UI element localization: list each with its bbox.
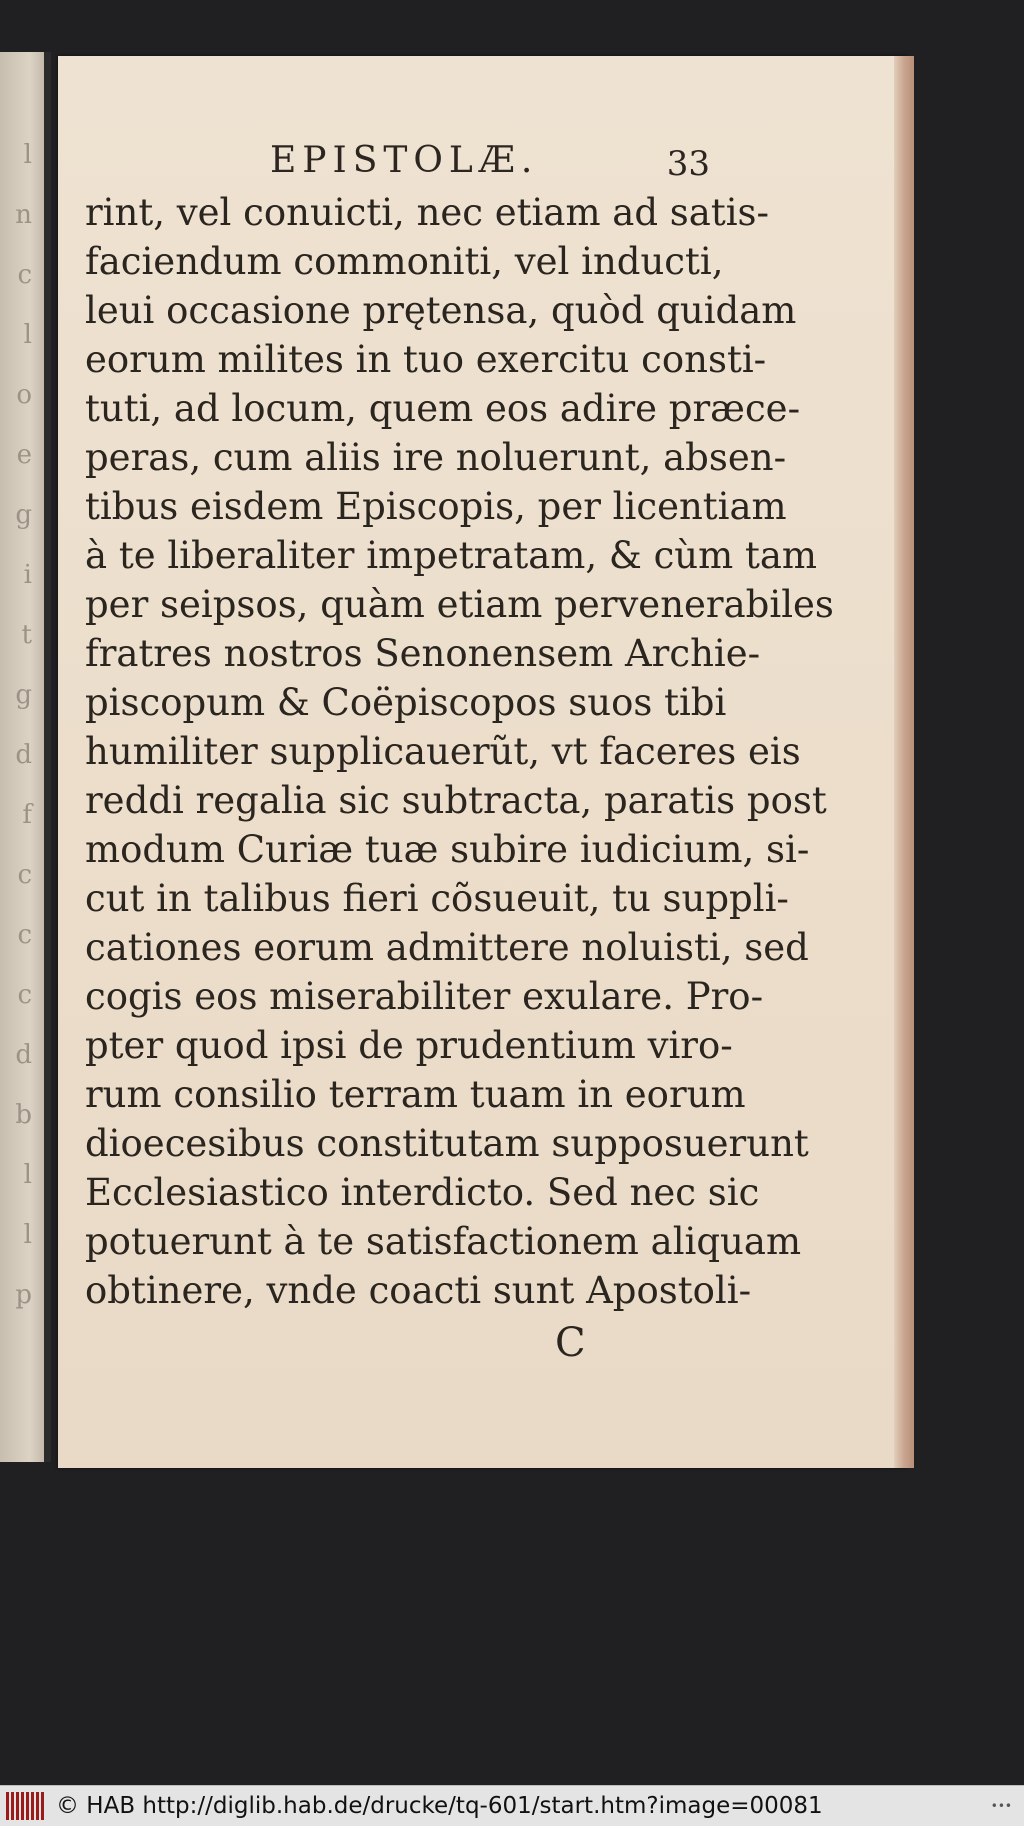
text-line: dioecesibus constitutam supposuerunt <box>85 1122 809 1165</box>
text-line: tibus eisdem Episcopis, per licentiam <box>85 485 787 528</box>
text-line: potuerunt à te satisfactionem aliquam <box>85 1220 802 1263</box>
text-line: cut in talibus fieri cõsueuit, tu suppli- <box>85 877 789 920</box>
text-line: obtinere, vnde coacti sunt Apostoli- <box>85 1269 752 1312</box>
text-line: reddi regalia sic subtracta, paratis post <box>85 779 827 822</box>
text-line: faciendum commoniti, vel inducti, <box>85 240 724 283</box>
hab-logo-icon <box>6 1792 44 1820</box>
text-line: Ecclesiastico interdicto. Sed nec sic <box>85 1171 760 1214</box>
text-line: cogis eos miserabiliter exulare. Pro- <box>85 975 764 1018</box>
signature-mark: C <box>555 1320 586 1366</box>
body-text <box>85 188 834 1315</box>
text-line: per seipsos, quàm etiam pervenerabiles <box>85 583 834 626</box>
text-line: tuti, ad locum, quem eos adire præce- <box>85 387 801 430</box>
page-number: 33 <box>666 144 710 184</box>
text-line: pter quod ipsi de prudentium viro- <box>85 1024 733 1067</box>
facing-page-bleed-through: l n c l o e g i t g d f c c c d b l l p <box>15 140 32 1310</box>
text-line: piscopum & Coëpiscopos suos tibi <box>85 681 727 724</box>
text-line: rint, vel conuicti, nec etiam ad satis- <box>85 191 770 234</box>
running-header <box>230 140 710 188</box>
text-line: cationes eorum admittere noluisti, sed <box>85 926 809 969</box>
text-line: peras, cum aliis ire noluerunt, absen- <box>85 436 787 479</box>
text-line: eorum milites in tuo exercitu consti- <box>85 338 767 381</box>
text-line: rum consilio terram tuam in eorum <box>85 1073 746 1116</box>
copyright-link[interactable]: © HAB http://diglib.hab.de/drucke/tq-601/start.htm?image=00081 <box>56 1793 823 1819</box>
more-options-icon[interactable]: ••• <box>990 1799 1012 1813</box>
viewer-footer <box>0 1785 1024 1826</box>
running-title: EPISTOLÆ. <box>270 140 539 181</box>
book-spine-shadow <box>44 52 51 1462</box>
text-line: humiliter supplicauerũt, vt faceres eis <box>85 730 801 773</box>
text-line: modum Curiæ tuæ subire iudicium, si- <box>85 828 810 871</box>
text-line: leui occasione prętensa, quòd quidam <box>85 289 797 332</box>
text-line: à te liberaliter impetratam, & cùm tam <box>85 534 817 577</box>
page-fore-edge <box>894 56 914 1468</box>
text-line: fratres nostros Senonensem Archie- <box>85 632 761 675</box>
